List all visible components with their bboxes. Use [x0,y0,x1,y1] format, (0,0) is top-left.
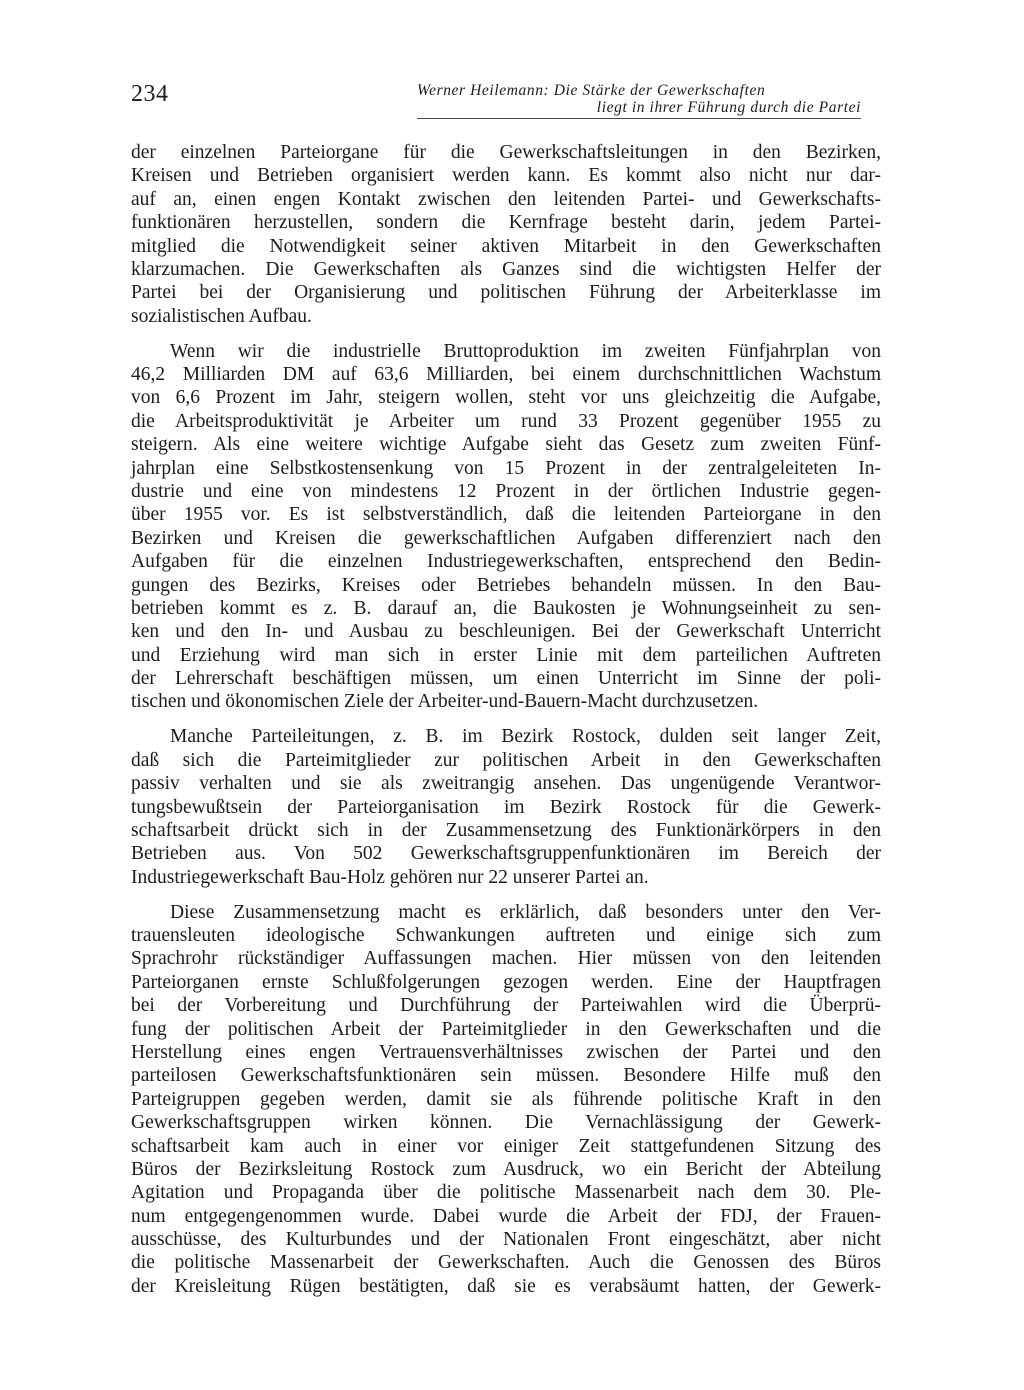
paragraph-1 [131,141,881,328]
text-line: Wenn wir die industrielle Bruttoproduktion im zweiten Fünfjahrplan von [170,340,881,362]
text-line: sozialistischen Aufbau. [131,305,312,327]
running-head-subtitle: liegt in ihrer Führung durch die Partei [596,99,861,116]
text-line: ausschüsse, des Kulturbundes und der Nationalen Front eingeschätzt, aber nicht [131,1229,881,1251]
text-line: die politische Massenarbeit der Gewerkschaften. Auch die Genossen des Büros [131,1252,881,1274]
text-line: tungsbewußtsein der Parteiorganisation im Bezirk Rostock für die Gewerk- [131,796,881,818]
paragraph-4 [131,901,881,1299]
text-line: passiv verhalten und sie als zweitrangig ansehen. Das ungenügende Verantwor- [131,773,881,795]
paragraph-3 [131,725,881,889]
text-line: Büros der Bezirksleitung Rostock zum Ausdruck, wo ein Bericht der Abteilung [131,1158,881,1180]
page-number: 234 [131,81,169,107]
text-line: Bezirken und Kreisen die gewerkschaftlichen Aufgaben differenziert nach den [131,527,881,549]
text-line: über 1955 vor. Es ist selbstverständlich, daß die leitenden Parteiorgane in den [131,504,881,526]
text-line: Manche Parteileitungen, z. B. im Bezirk Rostock, dulden seit langer Zeit, [170,726,881,748]
text-line: daß sich die Parteimitglieder zur politischen Arbeit in den Gewerkschaften [131,749,881,771]
text-line: klarzumachen. Die Gewerkschaften als Ganzes sind die wichtigsten Helfer der [131,258,881,280]
text-line: Sprachrohr rückständiger Auffassungen machen. Hier müssen von den leitenden [131,948,881,970]
text-line: schaftsarbeit drückt sich in der Zusammensetzung des Funktionärkörpers in den [131,819,881,841]
text-line: der Kreisleitung Rügen bestätigten, daß sie es verabsäumt hatten, der Gewerk- [131,1275,881,1297]
text-line: der einzelnen Parteiorgane für die Gewerkschaftsleitungen in den Bezirken, [131,142,881,163]
text-line: 46,2 Milliarden DM auf 63,6 Milliarden, bei einem durchschnittlichen Wachstum [131,364,881,386]
text-line: Betrieben aus. Von 502 Gewerkschaftsgruppenfunktionären im Bereich der [131,843,881,865]
text-line: Parteigruppen gegeben werden, damit sie als führende politische Kraft in den [131,1088,881,1110]
text-line: jahrplan eine Selbstkostensenkung von 15 Prozent in der zentralgeleiteten In- [131,457,881,479]
text-line: betrieben kommt es z. B. darauf an, die Baukosten je Wohnungseinheit zu sen- [131,597,881,619]
text-line: funktionären herzustellen, sondern die Kernfrage besteht darin, jedem Partei- [131,212,881,234]
text-line: tischen und ökonomischen Ziele der Arbeiter-und-Bauern-Macht durchzusetzen. [131,691,759,713]
text-line: und Erziehung wird man sich in erster Linie mit dem parteilichen Auftreten [131,644,881,666]
text-line: der Lehrerschaft beschäftigen müssen, um einen Unterricht im Sinne der poli- [131,668,881,690]
text-line: Herstellung eines engen Vertrauensverhältnisses zwischen der Partei und den [131,1041,881,1063]
text-line: Diese Zusammensetzung macht es erklärlich, daß besonders unter den Ver- [170,901,881,923]
text-line: fung der politischen Arbeit der Parteimitglieder in den Gewerkschaften und die [131,1018,881,1040]
text-line: num entgegengenommen wurde. Dabei wurde die Arbeit der FDJ, der Frauen- [131,1205,881,1227]
running-head [417,82,861,116]
text-line: Aufgaben für die einzelnen Industriegewerkschaften, entsprechend den Bedin- [131,551,881,573]
text-line: dustrie und eine von mindestens 12 Prozent in der örtlichen Industrie gegen- [131,480,881,502]
text-line: parteilosen Gewerkschaftsfunktionären sein müssen. Besondere Hilfe muß den [131,1065,881,1087]
text-line: von 6,6 Prozent im Jahr, steigern wollen, steht vor uns gleichzeitig die Aufgabe, [131,387,881,409]
header-rule [417,118,861,119]
text-line: Industriegewerkschaft Bau-Holz gehören nur 22 unserer Partei an. [131,866,649,888]
text-line: mitglied die Notwendigkeit seiner aktiven Mitarbeit in den Gewerkschaften [131,235,881,257]
text-line: Kreisen und Betrieben organisiert werden kann. Es kommt also nicht nur dar- [131,165,881,187]
text-line: ken und den In- und Ausbau zu beschleunigen. Bei der Gewerkschaft Unterricht [131,621,881,643]
text-line: auf an, einen engen Kontakt zwischen den leitenden Partei- und Gewerkschafts- [131,188,881,210]
text-line: die Arbeitsproduktivität je Arbeiter um rund 33 Prozent gegenüber 1955 zu [131,410,881,432]
paragraph-2 [131,340,881,714]
body-text [131,141,881,1310]
text-line: steigern. Als eine weitere wichtige Aufgabe sieht das Gesetz zum zweiten Fünf- [131,434,881,456]
text-line: Agitation und Propaganda über die politische Massenarbeit nach dem 30. Ple- [131,1182,881,1204]
text-line: trauensleuten ideologische Schwankungen auftreten und einige sich zum [131,925,881,946]
text-line: schaftsarbeit kam auch in einer vor einiger Zeit stattgefundenen Sitzung des [131,1135,881,1157]
text-line: Partei bei der Organisierung und politischen Führung der Arbeiterklasse im [131,282,881,304]
text-line: gungen des Bezirks, Kreises oder Betriebes behandeln müssen. In den Bau- [131,574,881,596]
text-line: Gewerkschaftsgruppen wirken können. Die Vernachlässigung der Gewerk- [131,1112,881,1134]
text-line: Parteiorganen ernste Schlußfolgerungen gezogen werden. Eine der Hauptfragen [131,971,881,993]
text-line: bei der Vorbereitung und Durchführung der Parteiwahlen wird die Überprü- [131,995,881,1017]
running-head-author-title: Werner Heilemann: Die Stärke der Gewerkschaften [417,82,766,99]
